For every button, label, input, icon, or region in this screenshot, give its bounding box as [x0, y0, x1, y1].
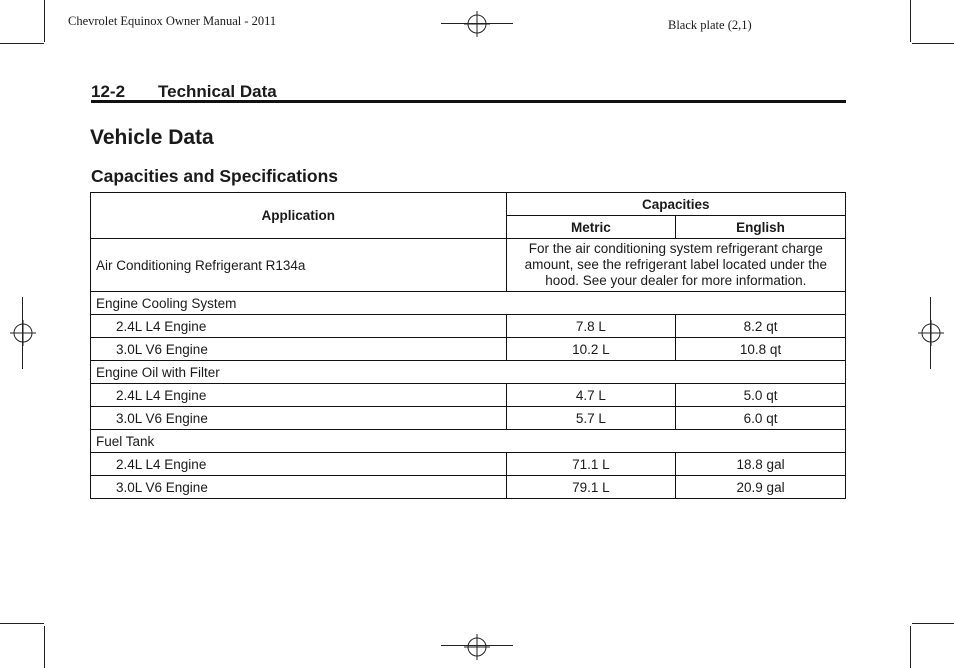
engine-cell: 3.0L V6 Engine: [91, 407, 507, 430]
registration-mark-bottom: [464, 634, 490, 660]
engine-cell: 2.4L L4 Engine: [91, 384, 507, 407]
crop-mark: [910, 0, 911, 42]
page-title: Vehicle Data: [90, 126, 214, 149]
table-row: [91, 361, 846, 384]
registration-mark-right: [918, 320, 944, 346]
english-header: English: [676, 216, 846, 239]
english-cell: 20.9 gal: [676, 476, 846, 499]
group-label: Fuel Tank: [91, 430, 846, 453]
crop-mark: [0, 623, 44, 624]
application-header: Application: [91, 193, 507, 239]
table-row: [91, 407, 846, 430]
section-header: [91, 80, 846, 103]
english-cell: 8.2 qt: [676, 315, 846, 338]
crop-mark: [22, 297, 23, 369]
capacities-table: [90, 192, 846, 499]
table-row: [91, 292, 846, 315]
crop-mark: [930, 297, 931, 369]
crop-mark: [441, 645, 513, 646]
page-subtitle: Capacities and Specifications: [91, 166, 339, 186]
english-cell: 5.0 qt: [676, 384, 846, 407]
group-label: Engine Cooling System: [91, 292, 846, 315]
registration-mark-top: [464, 11, 490, 37]
capacities-header: Capacities: [506, 193, 845, 216]
engine-cell: 3.0L V6 Engine: [91, 338, 507, 361]
table-row: [91, 239, 846, 292]
english-cell: 6.0 qt: [676, 407, 846, 430]
group-label: Engine Oil with Filter: [91, 361, 846, 384]
english-cell: 10.8 qt: [676, 338, 846, 361]
crop-mark: [44, 626, 45, 668]
table-row: [91, 384, 846, 407]
metric-cell: 4.7 L: [506, 384, 676, 407]
section-number: 12-2: [91, 82, 126, 101]
metric-header: Metric: [506, 216, 676, 239]
crop-mark: [44, 0, 45, 42]
metric-cell: 71.1 L: [506, 453, 676, 476]
engine-cell: 2.4L L4 Engine: [91, 453, 507, 476]
crop-mark: [912, 623, 954, 624]
section-name: Technical Data: [158, 82, 277, 101]
ac-note: For the air conditioning system refrigerant charge amount, see the refrigerant label located under the hood. See your dealer for more information.: [506, 239, 845, 292]
table-row: [91, 430, 846, 453]
english-cell: 18.8 gal: [676, 453, 846, 476]
crop-mark: [441, 23, 513, 24]
plate-slug: Black plate (2,1): [668, 18, 752, 32]
crop-mark: [912, 43, 954, 44]
metric-cell: 7.8 L: [506, 315, 676, 338]
registration-mark-left: [10, 320, 36, 346]
crop-mark: [0, 43, 44, 44]
engine-cell: 3.0L V6 Engine: [91, 476, 507, 499]
engine-cell: 2.4L L4 Engine: [91, 315, 507, 338]
metric-cell: 79.1 L: [506, 476, 676, 499]
ac-label: Air Conditioning Refrigerant R134a: [91, 239, 507, 292]
metric-cell: 10.2 L: [506, 338, 676, 361]
table-row: [91, 338, 846, 361]
manual-slug: Chevrolet Equinox Owner Manual - 2011: [68, 14, 277, 28]
table-row: [91, 315, 846, 338]
table-row: [91, 453, 846, 476]
crop-mark: [910, 626, 911, 668]
table-row: [91, 476, 846, 499]
metric-cell: 5.7 L: [506, 407, 676, 430]
